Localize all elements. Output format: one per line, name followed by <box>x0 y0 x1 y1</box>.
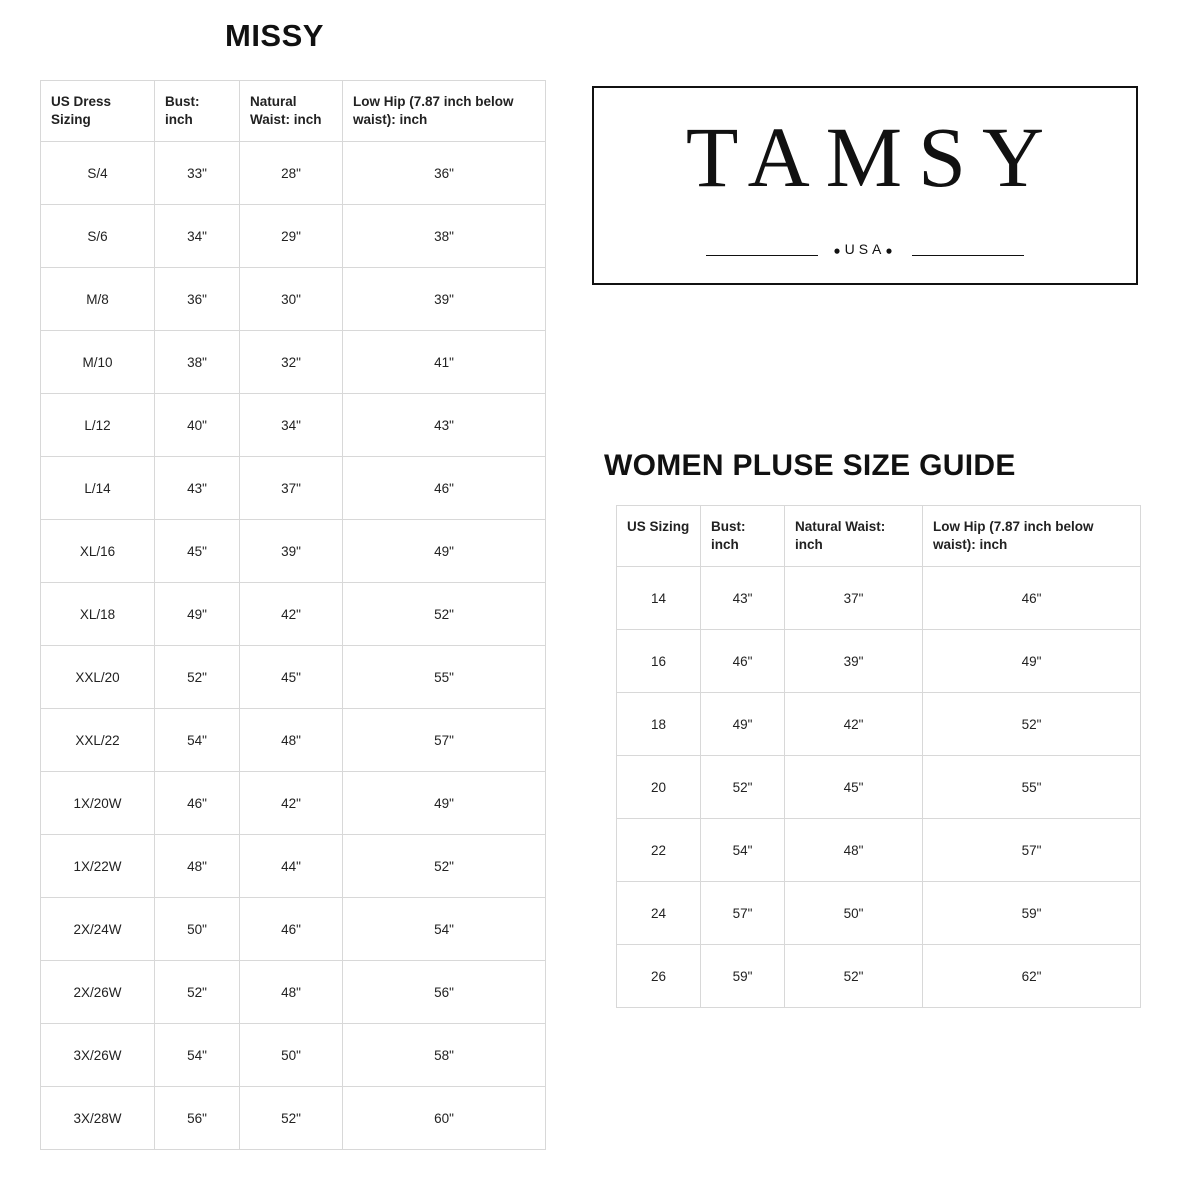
cell-hip: 54" <box>343 898 546 961</box>
cell-bust: 48" <box>155 835 240 898</box>
table-header-row <box>41 81 546 142</box>
column-header-low-hip: Low Hip (7.87 inch below waist): inch <box>343 81 546 142</box>
table-row <box>617 945 1141 1008</box>
cell-hip: 62" <box>923 945 1141 1008</box>
cell-size: 18 <box>617 693 701 756</box>
table-row <box>41 646 546 709</box>
table-row <box>617 882 1141 945</box>
cell-bust: 59" <box>701 945 785 1008</box>
cell-size: M/8 <box>41 268 155 331</box>
cell-hip: 59" <box>923 882 1141 945</box>
table-row <box>41 772 546 835</box>
table-row <box>41 520 546 583</box>
cell-bust: 52" <box>155 961 240 1024</box>
cell-waist: 29" <box>240 205 343 268</box>
cell-size: 2X/24W <box>41 898 155 961</box>
column-header-bust: Bust: inch <box>155 81 240 142</box>
table-row <box>617 630 1141 693</box>
cell-bust: 46" <box>155 772 240 835</box>
cell-size: XXL/20 <box>41 646 155 709</box>
column-header-natural-waist: Natural Waist: inch <box>785 506 923 567</box>
cell-bust: 52" <box>155 646 240 709</box>
cell-bust: 43" <box>155 457 240 520</box>
plus-size-table <box>616 505 1141 1008</box>
column-header-bust: Bust: inch <box>701 506 785 567</box>
cell-bust: 49" <box>701 693 785 756</box>
cell-waist: 52" <box>240 1087 343 1150</box>
cell-hip: 38" <box>343 205 546 268</box>
cell-size: 3X/28W <box>41 1087 155 1150</box>
cell-hip: 52" <box>923 693 1141 756</box>
table-row <box>41 331 546 394</box>
missy-section <box>40 18 545 1150</box>
cell-bust: 54" <box>155 709 240 772</box>
cell-waist: 48" <box>785 819 923 882</box>
missy-table-head <box>41 81 546 142</box>
cell-waist: 48" <box>240 961 343 1024</box>
cell-size: M/10 <box>41 331 155 394</box>
cell-size: XL/18 <box>41 583 155 646</box>
table-row <box>41 961 546 1024</box>
cell-size: 1X/22W <box>41 835 155 898</box>
cell-size: 3X/26W <box>41 1024 155 1087</box>
cell-bust: 40" <box>155 394 240 457</box>
cell-bust: 46" <box>701 630 785 693</box>
cell-size: 24 <box>617 882 701 945</box>
cell-hip: 46" <box>343 457 546 520</box>
cell-bust: 45" <box>155 520 240 583</box>
bullet-dot-left-icon: ● <box>833 243 845 257</box>
brand-tagline-text: USA <box>844 240 886 257</box>
table-row <box>617 756 1141 819</box>
cell-bust: 36" <box>155 268 240 331</box>
cell-hip: 52" <box>343 835 546 898</box>
column-header-natural-waist: Natural Waist: inch <box>240 81 343 142</box>
table-row <box>41 394 546 457</box>
cell-waist: 42" <box>240 583 343 646</box>
cell-bust: 54" <box>701 819 785 882</box>
cell-hip: 49" <box>923 630 1141 693</box>
table-row <box>41 268 546 331</box>
cell-bust: 49" <box>155 583 240 646</box>
table-row <box>41 457 546 520</box>
table-header-row <box>617 506 1141 567</box>
cell-waist: 37" <box>785 567 923 630</box>
cell-waist: 45" <box>240 646 343 709</box>
cell-waist: 28" <box>240 142 343 205</box>
cell-size: L/14 <box>41 457 155 520</box>
cell-waist: 37" <box>240 457 343 520</box>
bullet-dot-right-icon: ● <box>885 243 897 257</box>
table-row <box>41 1024 546 1087</box>
missy-table-body <box>41 142 546 1150</box>
plus-table-head <box>617 506 1141 567</box>
cell-waist: 30" <box>240 268 343 331</box>
cell-hip: 60" <box>343 1087 546 1150</box>
cell-hip: 57" <box>923 819 1141 882</box>
cell-hip: 43" <box>343 394 546 457</box>
table-row <box>41 142 546 205</box>
table-row <box>617 693 1141 756</box>
table-row <box>41 205 546 268</box>
cell-hip: 49" <box>343 772 546 835</box>
table-row <box>41 835 546 898</box>
cell-waist: 42" <box>240 772 343 835</box>
table-row <box>617 567 1141 630</box>
cell-size: 16 <box>617 630 701 693</box>
cell-hip: 58" <box>343 1024 546 1087</box>
cell-size: 2X/26W <box>41 961 155 1024</box>
cell-bust: 43" <box>701 567 785 630</box>
cell-size: S/4 <box>41 142 155 205</box>
table-row <box>41 898 546 961</box>
missy-title: MISSY <box>225 18 324 53</box>
cell-size: 22 <box>617 819 701 882</box>
cell-bust: 57" <box>701 882 785 945</box>
cell-waist: 50" <box>785 882 923 945</box>
cell-hip: 46" <box>923 567 1141 630</box>
cell-waist: 32" <box>240 331 343 394</box>
cell-waist: 34" <box>240 394 343 457</box>
cell-size: XL/16 <box>41 520 155 583</box>
column-header-us-dress-sizing: US Dress Sizing <box>41 81 155 142</box>
missy-size-table <box>40 80 546 1150</box>
cell-waist: 42" <box>785 693 923 756</box>
column-header-low-hip: Low Hip (7.87 inch below waist): inch <box>923 506 1141 567</box>
cell-waist: 39" <box>240 520 343 583</box>
cell-waist: 46" <box>240 898 343 961</box>
table-row <box>41 583 546 646</box>
brand-logo <box>592 86 1138 285</box>
cell-waist: 39" <box>785 630 923 693</box>
cell-waist: 45" <box>785 756 923 819</box>
cell-bust: 54" <box>155 1024 240 1087</box>
cell-bust: 56" <box>155 1087 240 1150</box>
cell-hip: 56" <box>343 961 546 1024</box>
cell-hip: 36" <box>343 142 546 205</box>
cell-hip: 52" <box>343 583 546 646</box>
table-row <box>41 1087 546 1150</box>
cell-size: L/12 <box>41 394 155 457</box>
plus-size-guide-title: WOMEN PLUSE SIZE GUIDE <box>604 449 1016 482</box>
cell-waist: 50" <box>240 1024 343 1087</box>
cell-hip: 39" <box>343 268 546 331</box>
cell-hip: 55" <box>343 646 546 709</box>
cell-size: 20 <box>617 756 701 819</box>
cell-hip: 55" <box>923 756 1141 819</box>
cell-bust: 34" <box>155 205 240 268</box>
cell-bust: 33" <box>155 142 240 205</box>
plus-table-body <box>617 567 1141 1008</box>
brand-tagline <box>594 241 1136 257</box>
cell-waist: 52" <box>785 945 923 1008</box>
cell-bust: 52" <box>701 756 785 819</box>
cell-hip: 41" <box>343 331 546 394</box>
cell-size: S/6 <box>41 205 155 268</box>
cell-hip: 49" <box>343 520 546 583</box>
table-row <box>41 709 546 772</box>
cell-bust: 50" <box>155 898 240 961</box>
cell-waist: 48" <box>240 709 343 772</box>
table-row <box>617 819 1141 882</box>
plus-table-wrapper <box>616 505 1140 1008</box>
brand-wordmark: TAMSY <box>685 109 1061 205</box>
cell-hip: 57" <box>343 709 546 772</box>
right-section <box>592 86 1140 1008</box>
cell-size: XXL/22 <box>41 709 155 772</box>
cell-size: 1X/20W <box>41 772 155 835</box>
column-header-us-sizing: US Sizing <box>617 506 701 567</box>
cell-size: 14 <box>617 567 701 630</box>
cell-size: 26 <box>617 945 701 1008</box>
cell-bust: 38" <box>155 331 240 394</box>
cell-waist: 44" <box>240 835 343 898</box>
